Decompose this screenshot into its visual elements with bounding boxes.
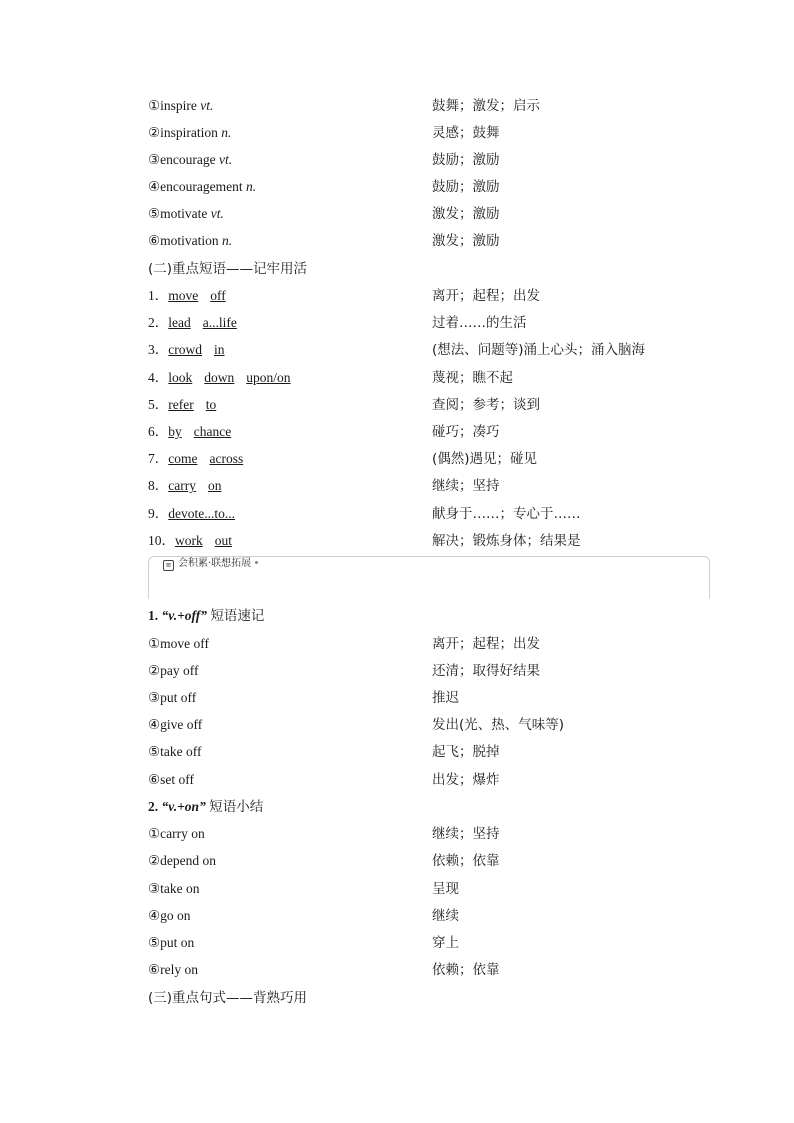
phrase-row — [148, 505, 708, 532]
phrase-meaning: 呈现 — [432, 881, 459, 897]
group-title-cn: 短语速记 — [210, 608, 265, 624]
phrase-part: chance — [193, 424, 232, 439]
phrase-row — [148, 314, 708, 341]
phrase: take on — [160, 881, 200, 896]
vocab-row — [148, 205, 708, 232]
item-number: 7． — [148, 451, 169, 466]
group-title-en: “v.+on” — [161, 799, 206, 814]
item-number: ① — [148, 826, 161, 841]
vocab-meaning: 激发；激励 — [432, 206, 500, 222]
item-number: 5． — [148, 397, 169, 412]
list-item — [148, 825, 708, 852]
list-item — [148, 689, 708, 716]
vocab-row — [148, 97, 708, 124]
list-item — [148, 907, 708, 934]
list-item — [148, 743, 708, 770]
item-number: ⑤ — [148, 744, 161, 759]
vocab-meaning: 激发；激励 — [432, 233, 500, 249]
phrase-row — [148, 423, 708, 450]
phrase-meaning: 继续 — [432, 908, 459, 924]
group-title-en: “v.+off” — [161, 608, 208, 623]
phrase: pay off — [160, 663, 199, 678]
banner-tag — [159, 557, 262, 571]
phrase-part: lead — [168, 315, 191, 330]
phrase-row — [148, 341, 708, 368]
list-item — [148, 961, 708, 988]
vocab-row — [148, 178, 708, 205]
phrase: take off — [160, 744, 202, 759]
part-of-speech: vt. — [218, 152, 233, 167]
item-number: ④ — [148, 179, 161, 194]
phrase-meaning: 穿上 — [432, 935, 459, 951]
phrase-meaning: 出发；爆炸 — [432, 772, 500, 788]
phrase-meaning: 依赖；依靠 — [432, 962, 500, 978]
phrase-meaning: 起飞；脱掉 — [432, 744, 500, 760]
phrase-meaning: 继续；坚持 — [432, 826, 500, 842]
phrase: carry on — [160, 826, 205, 841]
phrase-part: in — [214, 342, 225, 357]
phrase-part: come — [168, 451, 198, 466]
phrase-part: by — [168, 424, 182, 439]
vocab-word: inspiration — [160, 125, 218, 140]
phrase-meaning: 依赖；依靠 — [432, 853, 500, 869]
item-number: ② — [148, 853, 161, 868]
item-number: 9． — [148, 506, 169, 521]
group-title-cn: 短语小结 — [209, 799, 264, 815]
phrase-part: refer — [168, 397, 194, 412]
item-number: ④ — [148, 717, 161, 732]
phrase-part: to — [205, 397, 217, 412]
vocab-word: encouragement — [160, 179, 243, 194]
phrase: put on — [160, 935, 195, 950]
list-item — [148, 934, 708, 961]
phrase-meaning: 查阅；参考；谈到 — [432, 397, 540, 413]
group-heading — [148, 607, 264, 625]
group-number: 2. — [148, 799, 159, 814]
item-number: ① — [148, 98, 161, 113]
phrase-part: upon/on — [246, 370, 291, 385]
phrase-meaning: 解决；锻炼身体；结果是 — [432, 533, 581, 549]
phrase-meaning: 碰巧；凑巧 — [432, 424, 500, 440]
phrase-part: across — [209, 451, 244, 466]
section-title: (二)重点短语——记牢用活 — [148, 261, 308, 277]
item-number: ③ — [148, 152, 161, 167]
phrase-part: down — [204, 370, 235, 385]
vocab-meaning: 鼓励；激励 — [432, 179, 500, 195]
phrase-row — [148, 477, 708, 504]
item-number: 3． — [148, 342, 169, 357]
phrase-part: off — [210, 288, 226, 303]
vocab-row — [148, 124, 708, 151]
phrase-part: crowd — [168, 342, 202, 357]
vocab-row — [148, 232, 708, 259]
phrase-meaning: 发出(光、热、气味等) — [432, 717, 565, 733]
item-number: ⑤ — [148, 206, 161, 221]
phrase-row — [148, 369, 708, 396]
phrase-meaning: 继续；坚持 — [432, 478, 500, 494]
part-of-speech: vt. — [210, 206, 224, 221]
phrase-row — [148, 532, 708, 559]
item-number: ⑥ — [148, 772, 161, 787]
phrase-part: on — [207, 478, 222, 493]
list-item — [148, 662, 708, 689]
phrase-meaning: 蔑视；瞧不起 — [432, 370, 513, 386]
phrase-meaning: 离开；起程；出发 — [432, 288, 540, 304]
phrase-meaning: (偶然)遇见；碰见 — [432, 451, 538, 467]
vocab-meaning: 灵感；鼓舞 — [432, 125, 500, 141]
phrase: depend on — [160, 853, 216, 868]
group-number: 1. — [148, 608, 159, 623]
list-item — [148, 880, 708, 907]
vocab-meaning: 鼓舞；激发；启示 — [432, 98, 540, 114]
book-icon: ≡ — [163, 560, 174, 571]
phrase-meaning: 献身于……；专心于…… — [432, 506, 581, 522]
item-number: ③ — [148, 690, 161, 705]
expansion-banner — [148, 556, 710, 599]
list-item — [148, 635, 708, 662]
banner-label: 会积累·联想拓展 — [178, 558, 252, 569]
phrase-meaning: 过着……的生活 — [432, 315, 527, 331]
phrase-part: work — [175, 533, 203, 548]
phrase-meaning: 离开；起程；出发 — [432, 636, 540, 652]
phrase-meaning: (想法、问题等)涌上心头；涌入脑海 — [432, 342, 646, 358]
item-number: ② — [148, 663, 161, 678]
item-number: ① — [148, 636, 161, 651]
phrase-part: devote...to... — [168, 506, 235, 521]
part-of-speech: n. — [245, 179, 257, 194]
group-heading — [148, 798, 263, 816]
vocab-word: motivate — [160, 206, 208, 221]
phrase: put off — [160, 690, 197, 705]
list-item — [148, 771, 708, 798]
vocab-word: motivation — [160, 233, 219, 248]
phrase-part: a...life — [202, 315, 237, 330]
phrase: go on — [160, 908, 191, 923]
list-item — [148, 716, 708, 743]
vocab-word: encourage — [160, 152, 216, 167]
phrase-row — [148, 450, 708, 477]
phrase: set off — [160, 772, 194, 787]
item-number: ⑥ — [148, 962, 161, 977]
item-number: ⑥ — [148, 233, 161, 248]
item-number: ⑤ — [148, 935, 161, 950]
part-of-speech: n. — [221, 233, 233, 248]
part-of-speech: vt. — [200, 98, 214, 113]
item-number: 6． — [148, 424, 169, 439]
item-number: 8． — [148, 478, 169, 493]
item-number: 2． — [148, 315, 169, 330]
item-number: ③ — [148, 881, 161, 896]
phrase-part: move — [168, 288, 199, 303]
phrase-row — [148, 287, 708, 314]
item-number: ② — [148, 125, 161, 140]
phrase-part: carry — [168, 478, 196, 493]
section-title: (三)重点句式——背熟巧用 — [148, 990, 308, 1006]
vocab-meaning: 鼓励；激励 — [432, 152, 500, 168]
dot-icon — [255, 561, 258, 564]
phrase: move off — [160, 636, 209, 651]
phrase-meaning: 推迟 — [432, 690, 459, 706]
item-number: 1． — [148, 288, 169, 303]
item-number: ④ — [148, 908, 161, 923]
phrase-meaning: 还清；取得好结果 — [432, 663, 540, 679]
phrase-part: look — [168, 370, 193, 385]
part-of-speech: n. — [221, 125, 232, 140]
list-item — [148, 852, 708, 879]
item-number: 10． — [148, 533, 175, 548]
phrase-row — [148, 396, 708, 423]
vocab-row — [148, 151, 708, 178]
item-number: 4． — [148, 370, 169, 385]
vocab-word: inspire — [160, 98, 197, 113]
phrase: rely on — [160, 962, 198, 977]
phrase-part: out — [214, 533, 233, 548]
phrase: give off — [160, 717, 203, 732]
